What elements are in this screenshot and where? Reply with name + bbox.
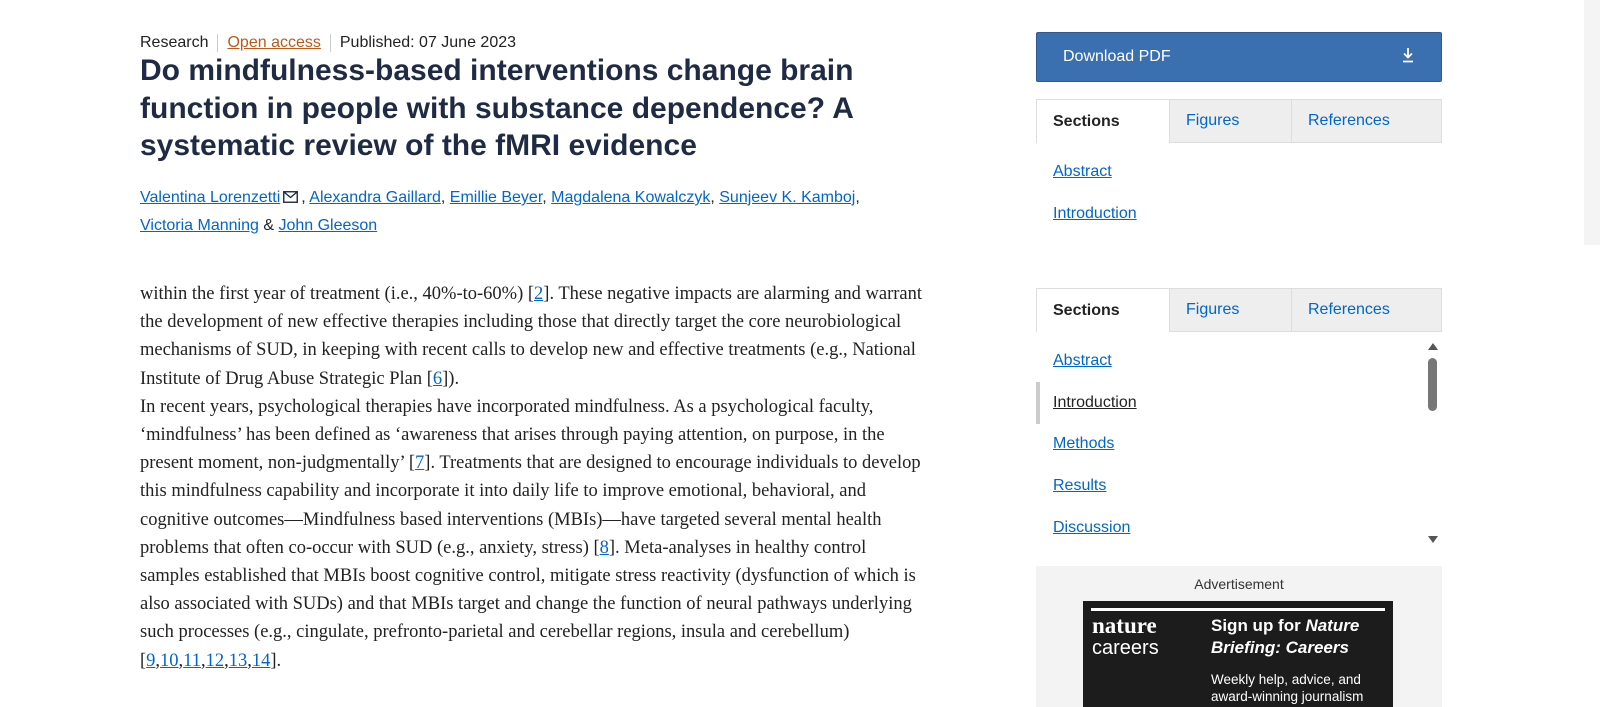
toc-item-introduction[interactable]: Introduction xyxy=(1053,204,1137,222)
author-link[interactable]: Sunjeev K. Kamboj xyxy=(719,189,856,206)
ad-logo-nature: nature xyxy=(1092,613,1157,638)
ad-banner[interactable] xyxy=(1083,601,1393,707)
meta-divider xyxy=(330,34,331,52)
reference-link[interactable]: 13 xyxy=(228,650,248,671)
section-tabs xyxy=(1036,99,1442,143)
ad-logo-careers: careers xyxy=(1092,637,1159,659)
open-access-link[interactable]: Open access xyxy=(227,34,321,51)
ad-subtext: Weekly help, advice, and award-winning journalism xyxy=(1211,672,1364,704)
article-meta xyxy=(140,34,516,52)
reference-link[interactable]: 14 xyxy=(251,650,271,671)
section-tabs-sticky xyxy=(1036,288,1442,332)
reference-link[interactable]: 2 xyxy=(534,284,544,304)
download-pdf-label: Download PDF xyxy=(1063,48,1171,65)
author-link[interactable]: Valentina Lorenzetti xyxy=(140,189,281,206)
reference-link[interactable]: 10 xyxy=(160,650,179,671)
toc-item-abstract[interactable]: Abstract xyxy=(1053,163,1112,180)
scroll-up-icon[interactable] xyxy=(1428,343,1438,350)
tab-figures[interactable]: Figures xyxy=(1170,99,1292,143)
page-edge xyxy=(1584,0,1600,245)
download-icon xyxy=(1401,47,1415,68)
scroll-thumb[interactable] xyxy=(1428,358,1437,411)
reference-link[interactable]: 12 xyxy=(205,650,225,671)
article-body xyxy=(140,280,930,675)
author-link[interactable]: Victoria Manning xyxy=(140,217,259,234)
download-pdf-button[interactable] xyxy=(1036,32,1442,82)
reference-link[interactable]: 7 xyxy=(415,453,425,474)
tab-figures[interactable]: Figures xyxy=(1170,288,1292,332)
tab-references[interactable]: References xyxy=(1292,99,1442,143)
email-icon[interactable] xyxy=(283,191,298,203)
toc-nav-results[interactable]: Results xyxy=(1053,477,1107,495)
tab-sections[interactable]: Sections xyxy=(1036,99,1170,143)
published-date: Published: 07 June 2023 xyxy=(339,34,517,51)
scroll-down-icon[interactable] xyxy=(1428,536,1438,543)
toc-nav xyxy=(1036,345,1442,545)
text-fade xyxy=(135,262,935,276)
ad-headline: Sign up for Nature Briefing: Careers xyxy=(1211,616,1360,657)
author-link[interactable]: Emillie Beyer xyxy=(449,189,543,206)
tab-references[interactable]: References xyxy=(1292,288,1442,332)
reference-link[interactable]: 8 xyxy=(599,537,609,558)
toc-nav-methods[interactable]: Methods xyxy=(1053,435,1115,453)
author-link[interactable]: John Gleeson xyxy=(278,217,378,234)
reference-link[interactable]: 6 xyxy=(432,368,443,389)
reference-link[interactable]: 11 xyxy=(183,650,201,671)
meta-divider xyxy=(217,34,218,52)
author-list: Valentina Lorenzetti , Alexandra Gaillard, Emillie Beyer, Magdalena Kowalczyk, Sunjeev K. Kamboj, Victoria Manning & John Gleeson xyxy=(140,189,860,234)
current-section-indicator xyxy=(1036,382,1040,424)
article-type: Research xyxy=(140,34,209,51)
advertisement xyxy=(1036,566,1442,707)
toc-nav-abstract[interactable]: Abstract xyxy=(1053,352,1112,369)
toc-scrollbar[interactable] xyxy=(1425,343,1441,546)
toc-nav-introduction[interactable]: Introduction xyxy=(1053,393,1137,411)
ad-rule xyxy=(1091,608,1385,611)
advertisement-label: Advertisement xyxy=(1194,576,1284,592)
toc-nav-discussion[interactable]: Discussion xyxy=(1053,518,1131,536)
reference-link[interactable]: 9 xyxy=(146,650,156,671)
toc-list xyxy=(1053,162,1137,245)
author-link[interactable]: Magdalena Kowalczyk xyxy=(551,189,711,206)
body-paragraph: within the first year of treatment (i.e., 40%-to-60%) [2]. These negative impacts are alarming and warrant the development of new effective therapies including those that directly target the core neurobiological mechanisms of SUD, in keeping with recent calls to develop new and effective treatments (e.g., National Institute of Drug Abuse Strategic Plan [6]). xyxy=(140,284,923,389)
body-paragraph: In recent years, psychological therapies have incorporated mindfulness. As a psychological faculty, ‘mindfulness’ has been defined as ‘awareness that arises through paying attention, on purpose, in the present moment, non-judgmentally’ [7]. Treatments that are designed to encourage individuals to develop this mindfulness capability and incorporate it into daily life to improve emotional, behavioral, and cognitive outcomes—Mindfulness based interventions (MBIs)—have targeted several mental health problems that often co-occur with SUD (e.g., anxiety, stress) [8]. Meta-analyses in healthy control samples established that MBIs boost cognitive control, mitigate stress reactivity (dysfunction of which is also associated with SUDs) and that MBIs target and change the function of neural pathways underlying such processes (e.g., cingulate, prefronto-parietal and cerebellar regions, insula and cerebellum) [9,10,11,12,13,14]. xyxy=(140,396,921,671)
author-link[interactable]: Alexandra Gaillard xyxy=(309,189,441,206)
article-title: Do mindfulness-based interventions change brain function in people with substance dependence? A systematic review of the fMRI evidence xyxy=(140,54,854,162)
tab-sections[interactable]: Sections xyxy=(1036,288,1170,332)
